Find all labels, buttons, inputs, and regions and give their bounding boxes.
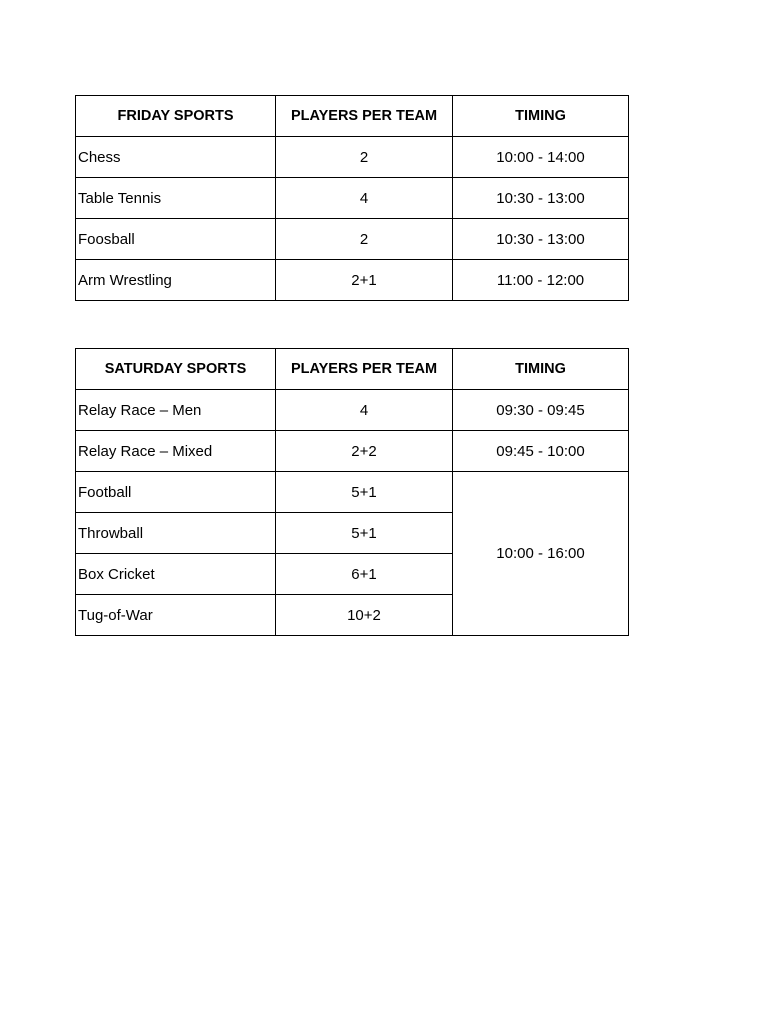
sport-name: Chess: [76, 137, 276, 178]
sport-name: Relay Race – Mixed: [76, 431, 276, 472]
players-per-team: 4: [276, 178, 453, 219]
players-per-team: 2+2: [276, 431, 453, 472]
sport-name: Relay Race – Men: [76, 390, 276, 431]
header-players-per-team: PLAYERS PER TEAM: [276, 96, 453, 137]
header-timing: TIMING: [453, 96, 629, 137]
saturday-sports-table: [75, 348, 629, 636]
sport-name: Throwball: [76, 513, 276, 554]
players-per-team: 10+2: [276, 595, 453, 636]
shared-timing: 10:00 - 16:00: [453, 472, 629, 636]
sport-name: Tug-of-War: [76, 595, 276, 636]
players-per-team: 2: [276, 219, 453, 260]
players-per-team: 2+1: [276, 260, 453, 301]
timing: 09:30 - 09:45: [453, 390, 629, 431]
header-timing: TIMING: [453, 349, 629, 390]
table-row: [76, 390, 629, 431]
timing: 10:30 - 13:00: [453, 219, 629, 260]
table-header-row: [76, 96, 629, 137]
players-per-team: 4: [276, 390, 453, 431]
header-saturday-sports: SATURDAY SPORTS: [76, 349, 276, 390]
header-players-per-team: PLAYERS PER TEAM: [276, 349, 453, 390]
table-row: [76, 431, 629, 472]
table-row: [76, 219, 629, 260]
sport-name: Arm Wrestling: [76, 260, 276, 301]
timing: 10:30 - 13:00: [453, 178, 629, 219]
table-row: [76, 472, 629, 513]
sport-name: Football: [76, 472, 276, 513]
table-header-row: [76, 349, 629, 390]
timing: 11:00 - 12:00: [453, 260, 629, 301]
players-per-team: 5+1: [276, 513, 453, 554]
sport-name: Foosball: [76, 219, 276, 260]
header-friday-sports: FRIDAY SPORTS: [76, 96, 276, 137]
table-row: [76, 137, 629, 178]
sport-name: Table Tennis: [76, 178, 276, 219]
timing: 10:00 - 14:00: [453, 137, 629, 178]
players-per-team: 5+1: [276, 472, 453, 513]
timing: 09:45 - 10:00: [453, 431, 629, 472]
sport-name: Box Cricket: [76, 554, 276, 595]
friday-sports-table: [75, 95, 629, 301]
table-row: [76, 260, 629, 301]
players-per-team: 6+1: [276, 554, 453, 595]
table-row: [76, 178, 629, 219]
players-per-team: 2: [276, 137, 453, 178]
